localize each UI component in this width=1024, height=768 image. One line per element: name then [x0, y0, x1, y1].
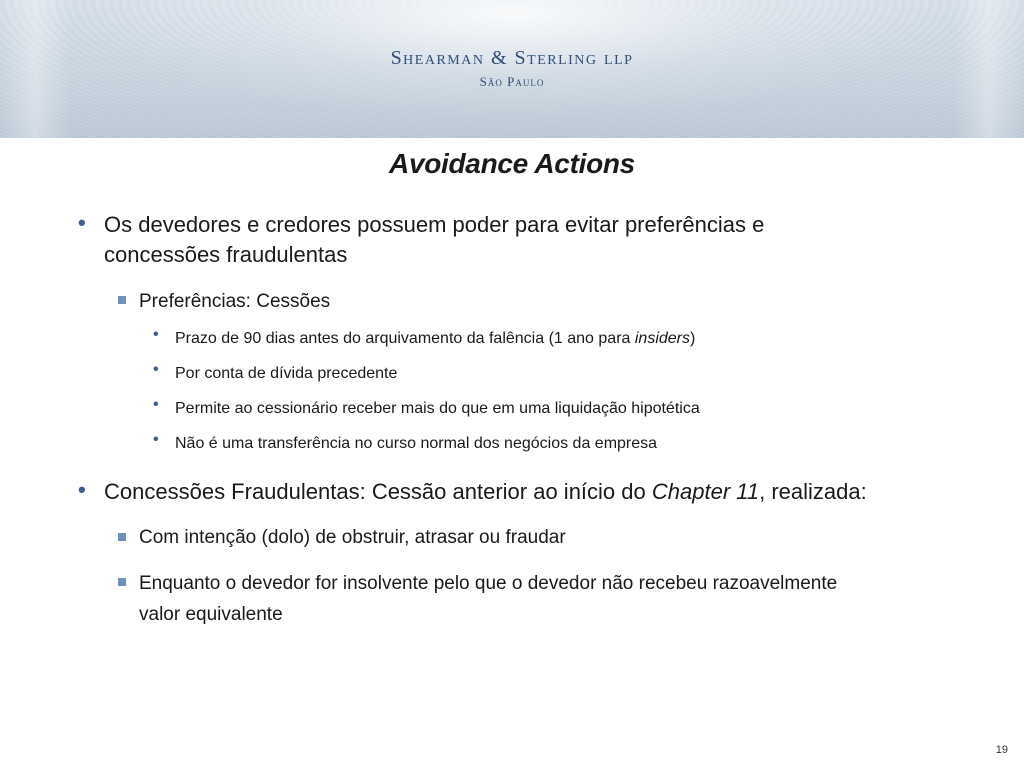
bullet-dot-icon: • — [153, 361, 159, 378]
firm-city: São Paulo — [479, 74, 545, 89]
bullet-square-icon — [118, 533, 126, 541]
firm-name: Shearman & Sterling llp — [390, 47, 634, 69]
bullet-1-1-2: Por conta de dívida precedente — [175, 365, 398, 382]
bullet-dot-icon: • — [153, 396, 159, 413]
bullet-2-after: , realizada: — [759, 479, 867, 504]
bullet-dot-icon: • — [153, 431, 159, 448]
bullet-1-1-1 — [175, 328, 695, 350]
bullet-1-line-2: concessões fraudulentas — [104, 242, 348, 267]
bullet-dot-icon: • — [78, 210, 86, 235]
bullet-1-1-1-after: ) — [690, 330, 696, 347]
bullet-2-italic: Chapter 11 — [651, 479, 760, 504]
bullet-1-1: Preferências: Cessões — [139, 291, 331, 312]
bullet-1-line-1: Os devedores e credores possuem poder para evitar preferências e — [104, 212, 765, 237]
bullet-2 — [104, 477, 867, 506]
bullet-2-2-line-1: Enquanto o devedor for insolvente pelo que o devedor não recebeu razoavelmente — [139, 573, 838, 594]
bullet-2-1: Com intenção (dolo) de obstruir, atrasar ou fraudar — [139, 527, 566, 548]
bullet-2-text: Concessões Fraudulentas: Cessão anterior ao início do — [104, 479, 652, 504]
bullet-square-icon — [118, 296, 126, 304]
bullet-dot-icon: • — [78, 477, 86, 502]
bullet-1-1-1-text: Prazo de 90 dias antes do arquivamento da falência (1 ano para — [175, 330, 635, 347]
page-number: 19 — [995, 744, 1008, 756]
bullet-square-icon — [118, 578, 126, 586]
bullet-dot-icon: • — [153, 326, 159, 343]
slide-title: Avoidance Actions — [389, 148, 635, 179]
bullet-1-1-4: Não é uma transferência no curso normal dos negócios da empresa — [175, 435, 658, 452]
bullet-1-1-3: Permite ao cessionário receber mais do que em uma liquidação hipotética — [175, 400, 700, 417]
bullet-2-2-line-2: valor equivalente — [139, 604, 283, 625]
bullet-1-1-1-italic: insiders — [634, 330, 690, 347]
